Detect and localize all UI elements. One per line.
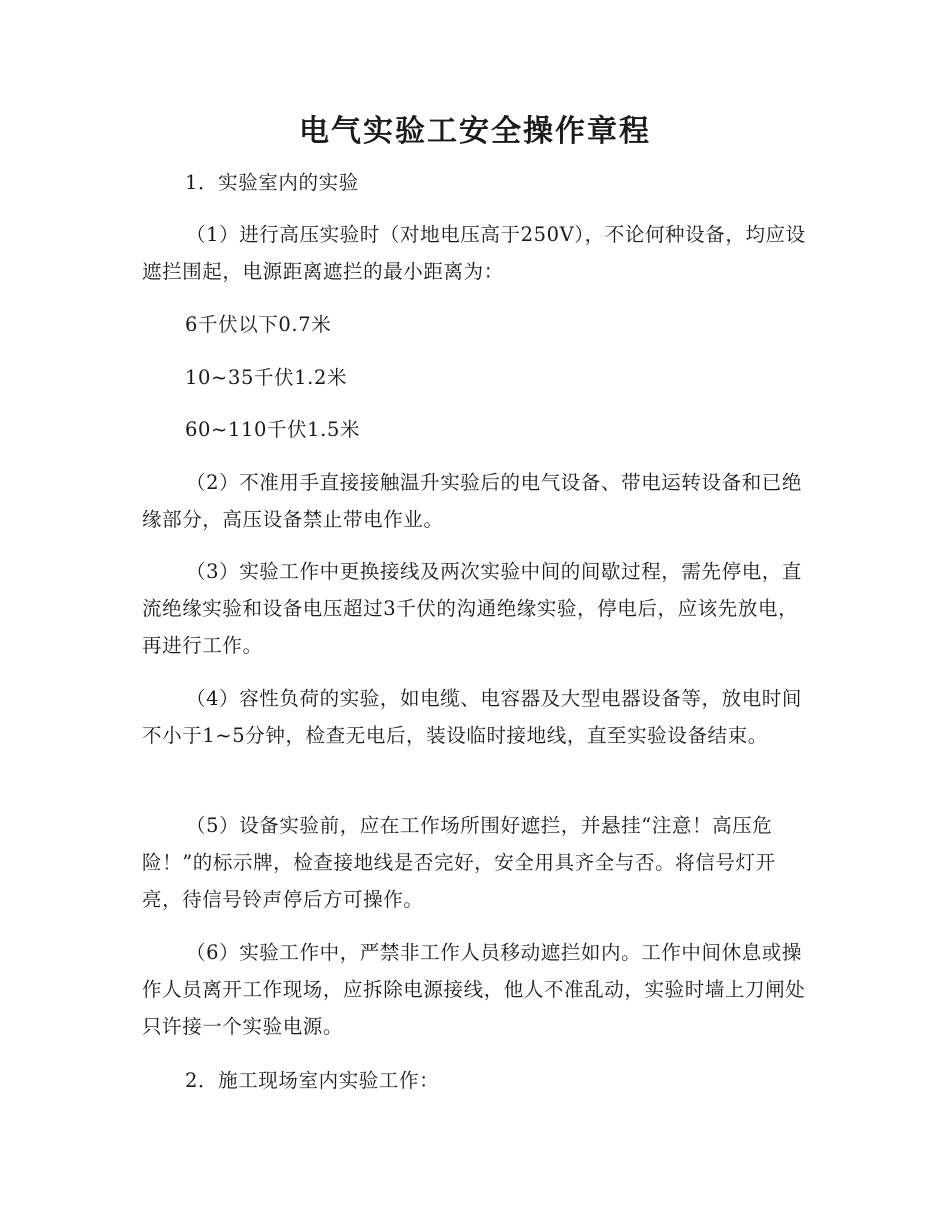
paragraph-item-4: （4）容性负荷的实验，如电缆、电容器及大型电器设备等，放电时间不小于1~5分钟，检查无电后，装设临时接地线，直至实验设备结束。 [142,687,803,747]
section-heading: 1．实验室内的实验 [185,171,359,194]
paragraph-item-2: （2）不准用手直接接触温升实验后的电气设备、带电运转设备和已绝缘部分，高压设备禁止带电作业。 [142,471,803,531]
document-title: 电气实验工安全操作章程 [299,114,651,149]
distance-line: 60~110千伏1.5米 [185,418,361,441]
paragraph-item-1: （1）进行高压实验时（对地电压高于250V），不论何种设备，均应设遮拦围起，电源距离遮拦的最小距离为： [142,223,806,283]
paragraph-item-5: （5）设备实验前，应在工作场所围好遮拦，并悬挂“注意！高压危险！”的标示牌，检查接地线是否完好，安全用具齐全与否。将信号灯开亮，待信号铃声停后方可操作。 [142,814,776,911]
paragraph-item-3: （3）实验工作中更换接线及两次实验中间的间歇过程，需先停电，直流绝缘实验和设备电压超过3千伏的沟通绝缘实验，停电后，应该先放电，再进行工作。 [142,560,803,657]
section-heading: 2．施工现场室内实验工作： [185,1069,440,1092]
distance-line: 10~35千伏1.2米 [185,366,348,389]
distance-line: 6千伏以下0.7米 [185,313,332,336]
paragraph-item-6: （6）实验工作中，严禁非工作人员移动遮拦如内。工作中间休息或操作人员离开工作现场，应拆除电源接线，他人不准乱动，实验时墙上刀闸处只许接一个实验电源。 [142,941,806,1038]
